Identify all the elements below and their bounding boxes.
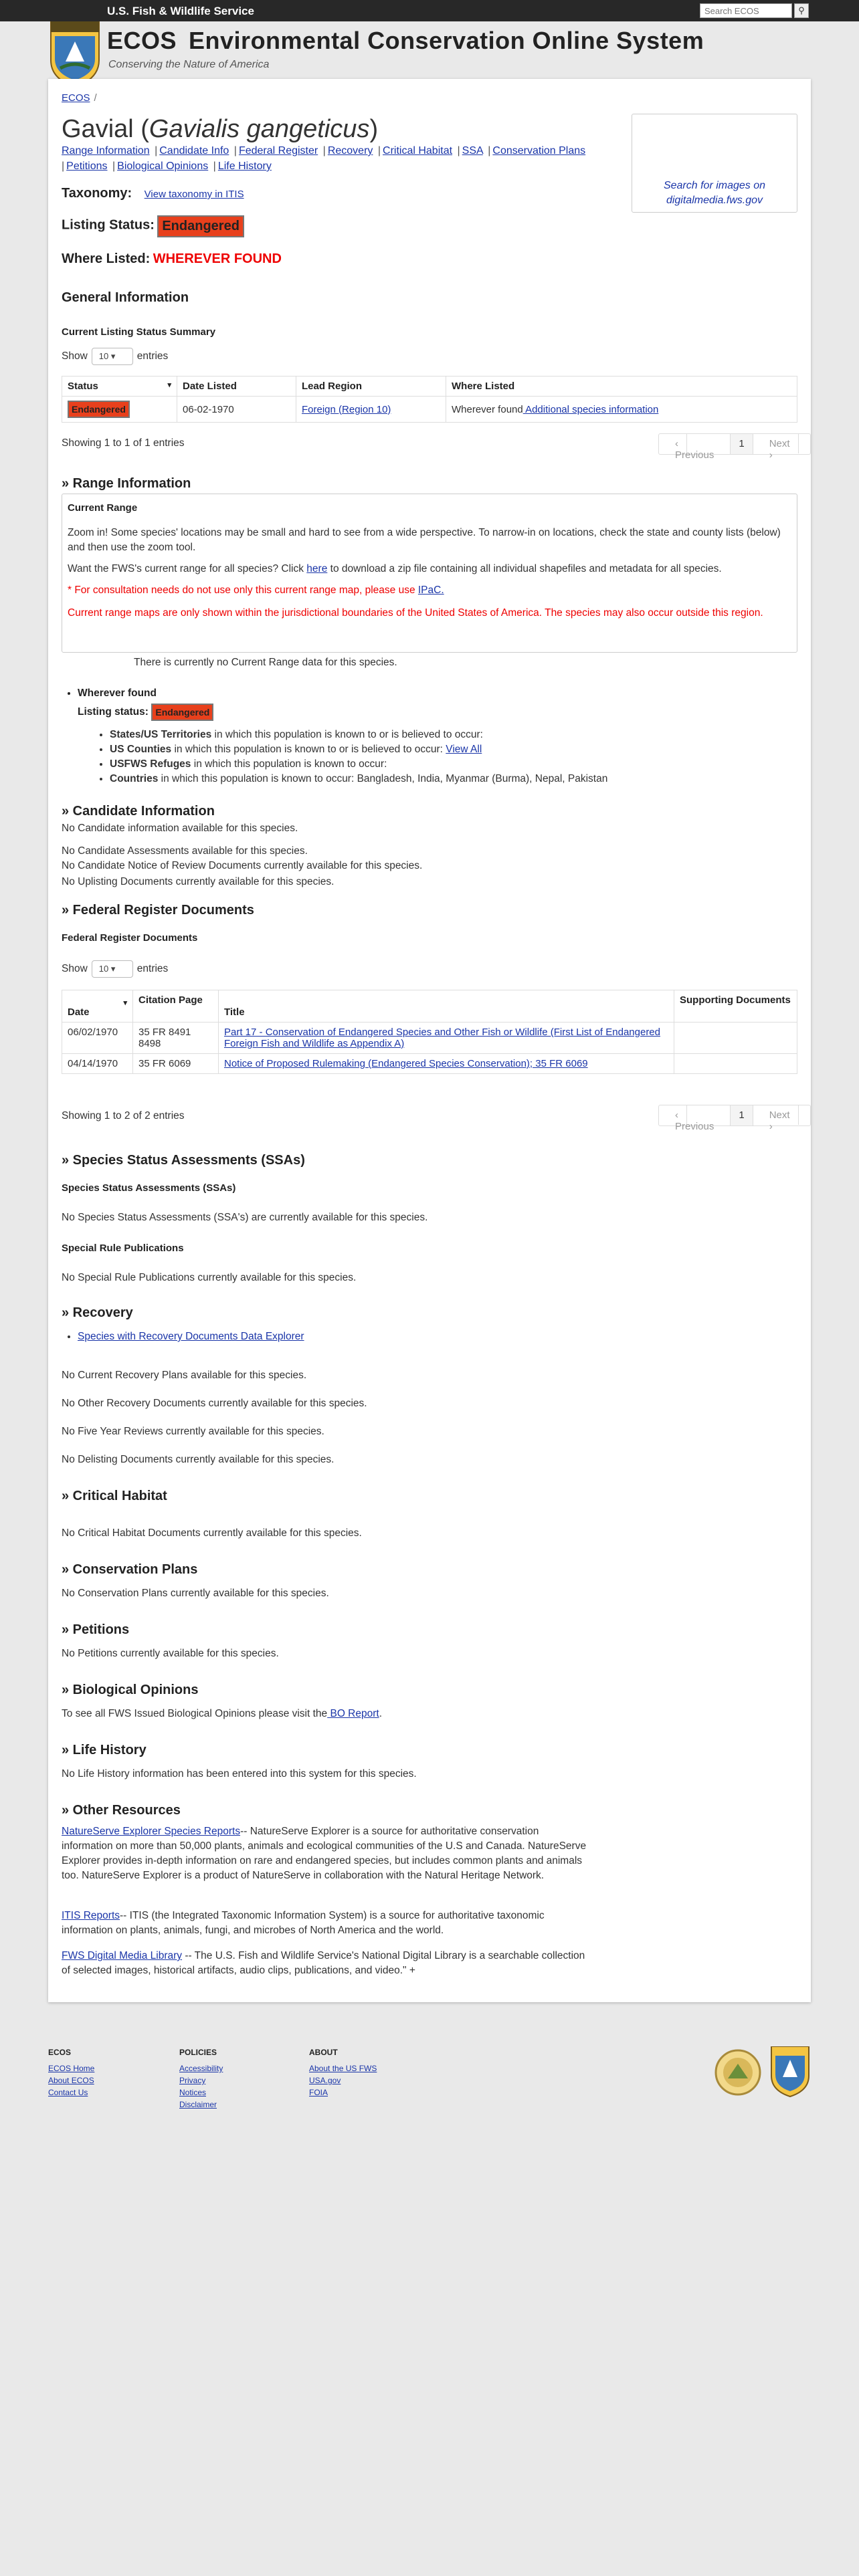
listing-summary-heading: Current Listing Status Summary — [62, 326, 216, 338]
breadcrumb — [62, 92, 97, 104]
recovery-explorer-link[interactable]: Species with Recovery Documents Data Explorer — [78, 1331, 304, 1342]
population-status — [78, 704, 213, 721]
listing-status-table — [62, 376, 797, 423]
no-range-data: There is currently no Current Range data for this species. — [134, 657, 397, 668]
states-label: States/US Territories — [110, 729, 212, 740]
agency-name[interactable]: U.S. Fish & Wildlife Service — [107, 5, 254, 17]
status-badge: Endangered — [68, 401, 130, 418]
table-row — [62, 1054, 797, 1074]
doc-citation: 35 FR 6069 — [133, 1054, 219, 1074]
special-rule-heading: Special Rule Publications — [62, 1243, 184, 1254]
bo-text-end: . — [379, 1708, 383, 1719]
image-search-link[interactable] — [632, 179, 797, 208]
footer-about — [309, 2046, 377, 2099]
footer-link[interactable]: Notices — [179, 2088, 207, 2097]
ipac-link[interactable]: IPaC. — [417, 584, 444, 596]
nav-separator: | — [322, 145, 326, 156]
listing-status-label: Listing Status: — [62, 217, 155, 233]
footer-link[interactable]: About ECOS — [48, 2076, 94, 2085]
ssa-subheading: Species Status Assessments (SSAs) — [62, 1182, 236, 1194]
search-icon: ⚲ — [798, 5, 805, 15]
critical-habitat-text: No Critical Habitat Documents currently available for this species. — [62, 1527, 362, 1539]
life-history-text: No Life History information has been entered into this system for this species. — [62, 1768, 417, 1780]
itis-text: -- ITIS (the Integrated Taxonomic Information System) is a source for authoritative taxonomic information on plants, animals, fungi, and microbes of North America and the world. — [62, 1910, 545, 1936]
sort-icon: ▾ — [123, 999, 127, 1007]
nav-separator: | — [233, 145, 237, 156]
prev-label: Previous — [675, 1121, 714, 1132]
life-history-heading: » Life History — [62, 1743, 147, 1757]
lead-region-link[interactable]: Foreign (Region 10) — [302, 403, 391, 415]
page-title — [62, 115, 378, 144]
countries-label: Countries — [110, 773, 159, 784]
fws-footer-shield — [769, 2046, 811, 2097]
where-listed-value: WHEREVER FOUND — [153, 251, 282, 266]
nav-ssa[interactable]: SSA — [462, 145, 483, 156]
fws-media-resource — [62, 1949, 590, 1978]
population-list — [62, 686, 157, 701]
conservation-plans-heading: » Conservation Plans — [62, 1562, 198, 1577]
refuges-label: USFWS Refuges — [110, 758, 191, 770]
download-text-a: Want the FWS's current range for all species? Click — [68, 563, 307, 574]
candidate-assessments-text: No Candidate Assessments available for this species. — [62, 845, 308, 857]
view-all-counties-link[interactable]: View All — [446, 744, 482, 755]
fedreg-table — [62, 990, 797, 1074]
site-title-abbr: ECOS — [107, 27, 177, 54]
species-scientific-name: Gavialis gangeticus — [149, 115, 370, 143]
jurisdiction-note: Current range maps are only shown within the jurisdictional boundaries of the United States of America. The species may also occur outside this region. — [68, 607, 763, 619]
conservation-plans-text: No Conservation Plans currently available for this species. — [62, 1588, 329, 1599]
footer-link[interactable]: Privacy — [179, 2076, 206, 2085]
natureserve-resource — [62, 1824, 590, 1883]
site-header — [0, 21, 859, 72]
states-text: in which this population is known to or is believed to occur: — [211, 729, 483, 740]
list-item — [110, 728, 763, 742]
itis-reports-link[interactable]: ITIS Reports — [62, 1910, 120, 1921]
fedreg-heading: » Federal Register Documents — [62, 903, 254, 918]
candidate-cnor-text: No Candidate Notice of Review Documents currently available for this species. — [62, 860, 423, 871]
countries-text: in which this population is known to occur: Bangladesh, India, Myanmar (Burma), Nepal, Pakistan — [158, 773, 608, 784]
site-title[interactable] — [107, 27, 704, 55]
site-title-full: Environmental Conservation Online System — [189, 27, 704, 54]
counties-text: in which this population is known to or is believed to occur: — [171, 744, 446, 755]
nav-separator: | — [457, 145, 460, 156]
show-label: Show — [62, 963, 88, 975]
current-range-box — [62, 494, 797, 653]
col-date-listed[interactable]: Date Listed — [177, 377, 296, 397]
footer-link[interactable]: ECOS Home — [48, 2064, 95, 2073]
list-item — [78, 1329, 304, 1344]
itis-taxonomy-link[interactable]: View taxonomy in ITIS — [144, 189, 244, 200]
biological-opinions-heading: » Biological Opinions — [62, 1683, 199, 1697]
table-length-control — [62, 348, 168, 365]
footer-ecos — [48, 2046, 94, 2099]
refuges-text: in which this population is known to occur: — [191, 758, 387, 770]
search-button[interactable] — [794, 3, 809, 18]
col-status-label: Status — [68, 381, 98, 392]
bo-text: To see all FWS Issued Biological Opinions please visit the — [62, 1708, 328, 1719]
download-shapefile-link[interactable]: here — [306, 563, 328, 574]
section-nav — [62, 143, 610, 174]
footer-about-heading: ABOUT — [309, 2048, 338, 2057]
col-where-listed[interactable]: Where Listed — [446, 377, 797, 397]
fedreg-table-info: Showing 1 to 2 of 2 entries — [62, 1110, 185, 1121]
entries-label: entries — [136, 963, 169, 975]
col-lead-region[interactable]: Lead Region — [296, 377, 446, 397]
footer-link[interactable]: FOIA — [309, 2088, 328, 2097]
site-search-input[interactable] — [700, 3, 792, 18]
title-paren: ) — [369, 115, 379, 143]
where-listed-row — [62, 251, 282, 267]
col-citation[interactable]: Citation Page — [133, 990, 219, 1023]
prev-label: Previous — [675, 449, 714, 461]
fws-media-link[interactable]: FWS Digital Media Library — [62, 1950, 183, 1961]
entries-label: entries — [136, 350, 169, 362]
counties-label: US Counties — [110, 744, 172, 755]
general-info-heading: General Information — [62, 290, 189, 305]
nav-separator: | — [488, 145, 491, 156]
table-row — [62, 397, 797, 423]
next-label: Next — [761, 434, 799, 453]
listing-status-badge: Endangered — [157, 215, 244, 237]
pop-status-label: Listing status: — [78, 706, 149, 718]
next-page-button[interactable] — [753, 434, 810, 461]
nav-biological-opinions[interactable]: Biological Opinions — [117, 160, 209, 172]
footer-link[interactable]: Contact Us — [48, 2088, 88, 2097]
table-info: Showing 1 to 1 of 1 entries — [62, 437, 185, 449]
listing-status-row — [62, 215, 244, 237]
nav-federal-register[interactable]: Federal Register — [238, 145, 318, 156]
where-listed-cell: Wherever found — [452, 403, 523, 415]
breadcrumb-separator: / — [94, 92, 97, 104]
table-row — [62, 1023, 797, 1054]
fedreg-subheading: Federal Register Documents — [62, 932, 198, 944]
range-heading: » Range Information — [62, 476, 191, 491]
consultation-text: * For consultation needs do not use only this current range map, please use — [68, 584, 418, 596]
uplisting-text: No Uplisting Documents currently available for this species. — [62, 876, 335, 887]
natureserve-text: -- NatureServe Explorer is a source for authoritative conservation information on more than 50,000 plants, animals and ecological communities of the U.S and Canada. NatureServe Explorer provides in-depth information on rare and endangered species, but includes common plants and animals too. NatureServe Explorer is a product of NatureServe in collaboration with the Natural Heritage Network. — [62, 1826, 587, 1881]
pop-status-badge: Endangered — [151, 704, 213, 721]
page-size-value: 10 — [98, 351, 109, 361]
next-page-button[interactable] — [753, 1105, 810, 1132]
petitions-text: No Petitions currently available for this species. — [62, 1648, 279, 1659]
doc-title-link[interactable]: Notice of Proposed Rulemaking (Endangered Species Conservation); 35 FR 6069 — [224, 1058, 588, 1069]
prev-page-button[interactable] — [659, 1105, 731, 1132]
recovery-plans-text: No Current Recovery Plans available for this species. — [62, 1370, 307, 1381]
fedreg-pagination — [658, 1105, 811, 1132]
biological-opinions-text — [62, 1707, 382, 1721]
download-text-b: to download a zip file containing all individual shapefiles and metadata for all species. — [327, 563, 722, 574]
chevron-right-icon: › — [769, 1121, 773, 1132]
footer-link[interactable]: About the US FWS — [309, 2064, 377, 2073]
site-tagline: Conserving the Nature of America — [108, 59, 270, 70]
footer-link[interactable]: Disclaimer — [179, 2100, 217, 2109]
page-1-button[interactable]: 1 — [731, 434, 753, 454]
candidate-text: No Candidate information available for this species. — [62, 823, 298, 834]
recovery-heading: » Recovery — [62, 1305, 133, 1320]
five-year-reviews-text: No Five Year Reviews currently available for this species. — [62, 1426, 324, 1437]
fws-shield-logo[interactable] — [48, 21, 102, 88]
occurrence-list — [94, 728, 763, 786]
page-size-select[interactable]: 10 ▾ — [92, 348, 133, 365]
recovery-other-text: No Other Recovery Documents currently available for this species. — [62, 1398, 367, 1409]
doc-supporting — [674, 1023, 797, 1054]
table-header-row — [62, 377, 797, 397]
range-download-text — [68, 562, 791, 576]
show-label: Show — [62, 350, 88, 362]
fedreg-page-size-select[interactable]: 10 ▾ — [92, 960, 133, 978]
special-rule-text: No Special Rule Publications currently available for this species. — [62, 1272, 357, 1283]
pagination — [658, 433, 811, 461]
taxonomy-label: Taxonomy: — [62, 186, 132, 201]
candidate-heading: » Candidate Information — [62, 804, 215, 819]
image-search-line1: Search for images on — [663, 180, 766, 191]
nav-petitions[interactable]: Petitions — [66, 160, 108, 172]
col-date[interactable] — [62, 990, 133, 1023]
petitions-heading: » Petitions — [62, 1622, 130, 1637]
species-common-name: Gavial ( — [62, 115, 149, 143]
top-bar — [0, 0, 859, 21]
nav-candidate-info[interactable]: Candidate Info — [159, 145, 229, 156]
next-label: Next — [761, 1105, 799, 1125]
fws-media-text: -- The U.S. Fish and Wildlife Service's National Digital Library is a searchable collection of selected images, historical artifacts, audio clips, publications, and video." + — [62, 1950, 585, 1976]
date-listed: 06-02-1970 — [177, 397, 296, 423]
doc-date: 04/14/1970 — [62, 1054, 133, 1074]
critical-habitat-heading: » Critical Habitat — [62, 1489, 167, 1503]
where-listed-label: Where Listed: — [62, 251, 151, 266]
fedreg-length-control — [62, 960, 168, 978]
nav-range-information[interactable]: Range Information — [62, 145, 150, 156]
nav-recovery[interactable]: Recovery — [327, 145, 373, 156]
taxonomy-row — [62, 186, 244, 201]
table-header-row — [62, 990, 797, 1023]
doc-citation: 35 FR 8491 8498 — [133, 1023, 219, 1054]
image-search-line2: digitalmedia.fws.gov — [666, 195, 763, 206]
col-title[interactable]: Title — [219, 990, 674, 1023]
image-search-box — [632, 114, 797, 213]
chevron-left-icon: ‹ — [667, 1105, 687, 1125]
chevron-left-icon: ‹ — [667, 434, 687, 453]
footer-ecos-heading: ECOS — [48, 2048, 72, 2057]
natureserve-link[interactable]: NatureServe Explorer Species Reports — [62, 1826, 241, 1837]
prev-page-button[interactable] — [659, 434, 731, 461]
doc-date: 06/02/1970 — [62, 1023, 133, 1054]
main-content — [48, 79, 811, 2002]
footer-policies-heading: POLICIES — [179, 2048, 217, 2057]
bo-report-link[interactable]: BO Report — [327, 1708, 379, 1719]
page-1-button[interactable]: 1 — [731, 1105, 753, 1125]
nav-separator: | — [62, 160, 65, 172]
footer-link[interactable]: USA.gov — [309, 2076, 341, 2085]
col-status[interactable] — [62, 377, 177, 397]
ssa-heading: » Species Status Assessments (SSAs) — [62, 1153, 305, 1168]
chevron-right-icon: › — [769, 449, 773, 461]
range-zoom-text: Zoom in! Some species' locations may be small and hard to see from a wide perspective. To narrow-in on locations, check the state and county lists (below) and then use the zoom tool. — [68, 527, 781, 553]
breadcrumb-ecos[interactable]: ECOS — [62, 92, 90, 104]
nav-conservation-plans[interactable]: Conservation Plans — [492, 145, 586, 156]
ssa-text: No Species Status Assessments (SSA's) are currently available for this species. — [62, 1212, 428, 1223]
col-date-label: Date — [68, 1006, 90, 1018]
other-resources-heading: » Other Resources — [62, 1803, 181, 1818]
nav-life-history[interactable]: Life History — [217, 160, 272, 172]
site-footer — [48, 2046, 811, 2555]
itis-resource — [62, 1909, 590, 1938]
consultation-note — [68, 583, 791, 598]
col-supporting-docs[interactable]: Supporting Documents — [674, 990, 797, 1023]
nav-separator: | — [377, 145, 381, 156]
population-name: • Wherever found — [78, 686, 157, 701]
list-item — [110, 742, 763, 757]
doc-title-link[interactable]: Part 17 - Conservation of Endangered Species and Other Fish or Wildlife (First List of Endangered Foreign Fish and Wildlife as Appendix A) — [224, 1027, 660, 1049]
doc-supporting — [674, 1054, 797, 1074]
list-item — [110, 757, 763, 772]
list-item — [110, 772, 763, 786]
delisting-text: No Delisting Documents currently available for this species. — [62, 1454, 335, 1465]
sort-icon: ▾ — [167, 381, 171, 389]
nav-separator: | — [155, 145, 158, 156]
nav-separator: | — [213, 160, 216, 172]
footer-policies — [179, 2046, 223, 2111]
nav-critical-habitat[interactable]: Critical Habitat — [383, 145, 453, 156]
nav-separator: | — [112, 160, 116, 172]
additional-species-info-link[interactable]: Additional species information — [522, 403, 659, 415]
doi-seal-logo — [714, 2049, 761, 2096]
current-range-title: Current Range — [68, 502, 138, 514]
recovery-links — [62, 1329, 304, 1344]
page-size-value: 10 — [98, 964, 109, 974]
footer-link[interactable]: Accessibility — [179, 2064, 223, 2073]
